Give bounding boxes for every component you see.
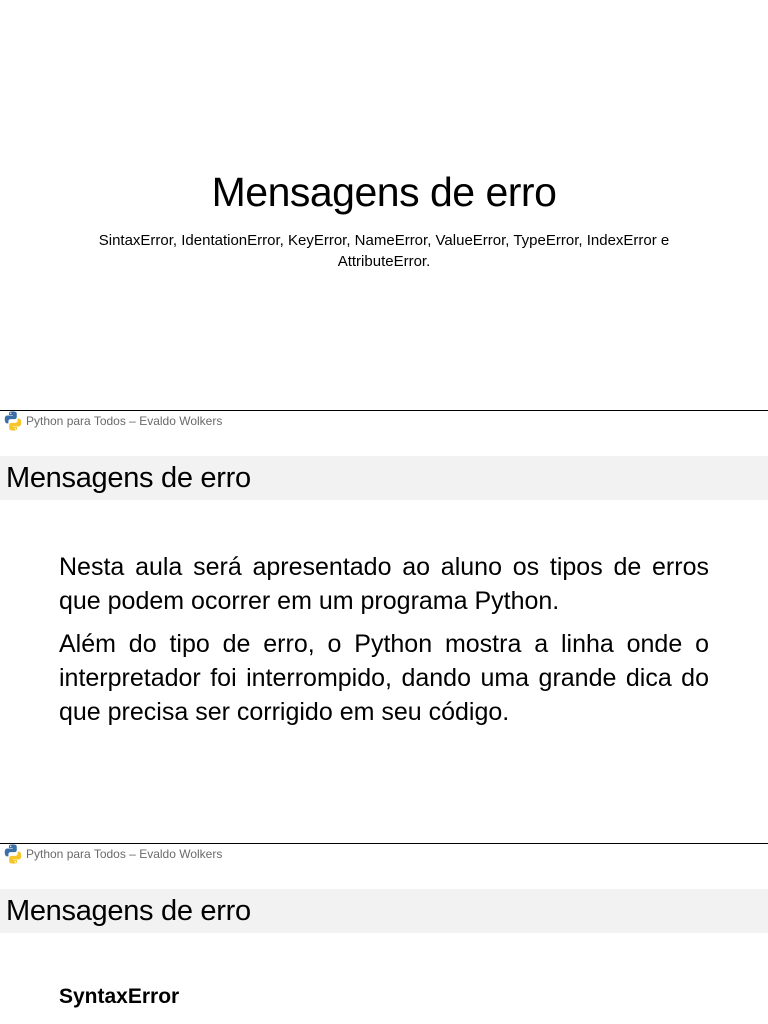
slide-subtitle: SintaxError, IdentationError, KeyError, NameError, ValueError, TypeError, IndexError e AttributeError. (98, 232, 670, 270)
title-slide (0, 0, 768, 410)
slide-header-title: Mensagens de erro (6, 462, 251, 494)
slide-header (0, 889, 768, 933)
body-paragraph: Nesta aula será apresentado ao aluno os tipos de erros que podem ocorrer em um programa Python. (59, 553, 709, 615)
body-paragraph: Além do tipo de erro, o Python mostra a linha onde o interpretador foi interrompido, dando uma grande dica do que precisa ser corrigido em seu código. (59, 630, 709, 726)
slide-header (0, 456, 768, 500)
error-type-heading: SyntaxError (59, 985, 180, 1008)
footer-text: Python para Todos – Evaldo Wolkers (26, 414, 223, 428)
footer-text: Python para Todos – Evaldo Wolkers (26, 847, 223, 861)
content-slide (0, 844, 768, 1024)
content-slide (0, 411, 768, 843)
slide-title: Mensagens de erro (211, 169, 557, 215)
slide-body (59, 550, 709, 729)
slide-header-title: Mensagens de erro (6, 895, 251, 927)
